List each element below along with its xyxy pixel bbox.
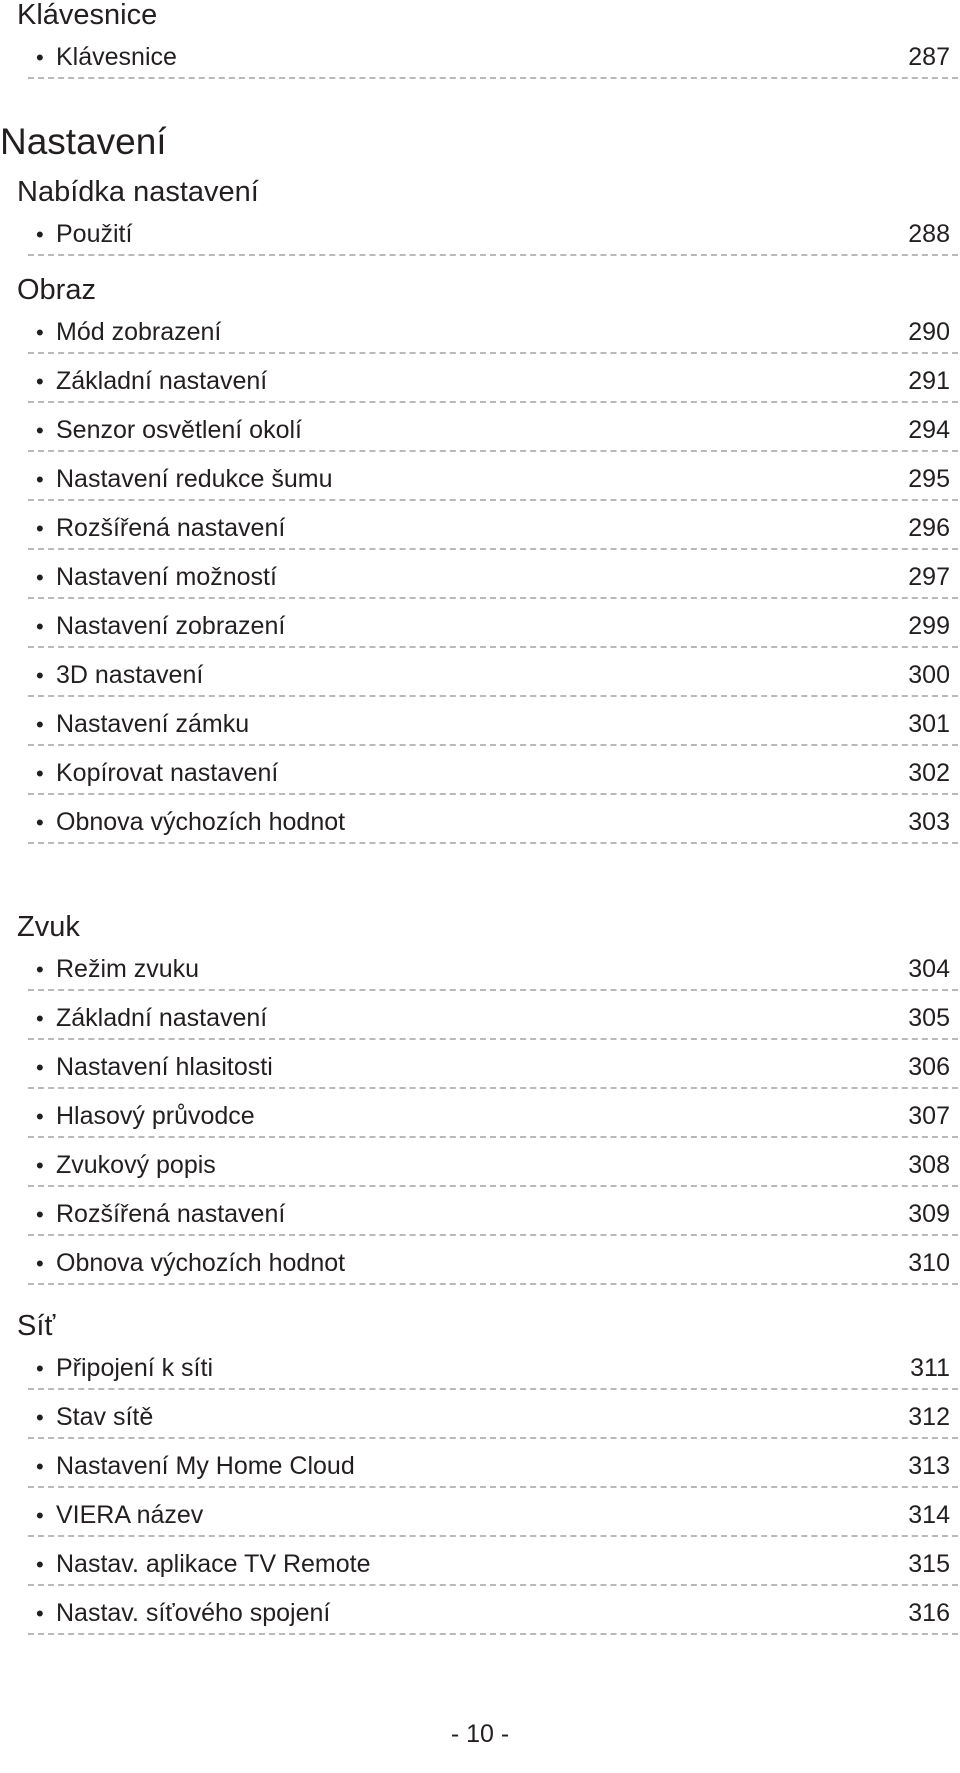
dashed-divider: [28, 1486, 958, 1488]
toc-entry-page: 312: [908, 1403, 950, 1431]
bullet-icon: •: [36, 1405, 44, 1430]
section-keyboard: [0, 0, 960, 80]
toc-entry-label: Nastavení hlasitosti: [56, 1053, 273, 1081]
toc-entry-label: Senzor osvětlení okolí: [56, 416, 302, 444]
bullet-icon: •: [36, 45, 44, 70]
toc-entry-page: 296: [908, 514, 950, 542]
section-heading-network: Síť: [17, 1310, 56, 1342]
dashed-divider: [28, 597, 958, 599]
section-heading-settings-menu: Nabídka nastavení: [17, 176, 259, 208]
toc-entry-page: 304: [908, 955, 950, 983]
toc-entry[interactable]: [28, 1538, 960, 1587]
toc-entry-page: 308: [908, 1151, 950, 1179]
bullet-icon: •: [36, 1356, 44, 1381]
toc-entry-label: Nastav. síťového spojení: [56, 1599, 331, 1627]
dashed-divider: [28, 548, 958, 550]
dashed-divider: [28, 1087, 958, 1089]
toc-entry-label: Nastavení možností: [56, 563, 277, 591]
bullet-icon: •: [36, 565, 44, 590]
dashed-divider: [28, 77, 958, 79]
dashed-divider: [28, 1136, 958, 1138]
dashed-divider: [28, 646, 958, 648]
bullet-icon: •: [36, 1202, 44, 1227]
dashed-divider: [28, 989, 958, 991]
page-number: - 10 -: [450, 1720, 510, 1748]
bullet-icon: •: [36, 712, 44, 737]
toc-entry[interactable]: [28, 796, 960, 845]
toc-entry-page: 300: [908, 661, 950, 689]
toc-entry-label: Rozšířená nastavení: [56, 1200, 286, 1228]
toc-entry-page: 314: [908, 1501, 950, 1529]
toc-entry[interactable]: [28, 1188, 960, 1237]
toc-entry-label: Použití: [56, 220, 133, 248]
dashed-divider: [28, 1584, 958, 1586]
toc-entry-label: Mód zobrazení: [56, 318, 222, 346]
toc-entry[interactable]: [28, 404, 960, 453]
bullet-icon: •: [36, 614, 44, 639]
dashed-divider: [28, 695, 958, 697]
toc-entry-page: 309: [908, 1200, 950, 1228]
toc-entry[interactable]: [28, 502, 960, 551]
toc-entry[interactable]: [28, 1139, 960, 1188]
dashed-divider: [28, 401, 958, 403]
toc-entry-page: 316: [908, 1599, 950, 1627]
toc-entry-page: 303: [908, 808, 950, 836]
dashed-divider: [28, 1234, 958, 1236]
toc-entry-page: 287: [908, 43, 950, 71]
toc-entry-label: Kopírovat nastavení: [56, 759, 279, 787]
bullet-icon: •: [36, 369, 44, 394]
toc-entry-label: Režim zvuku: [56, 955, 200, 983]
bullet-icon: •: [36, 1503, 44, 1528]
toc-entry-label: Nastavení zámku: [56, 710, 250, 738]
toc-entry-label: 3D nastavení: [56, 661, 204, 689]
dashed-divider: [28, 1633, 958, 1635]
bullet-icon: •: [36, 1552, 44, 1577]
toc-entry-page: 299: [908, 612, 950, 640]
toc-entry[interactable]: [28, 453, 960, 502]
toc-entry-page: 291: [908, 367, 950, 395]
toc-entry[interactable]: [28, 747, 960, 796]
toc-entry[interactable]: [28, 992, 960, 1041]
toc-entry-page: 288: [908, 220, 950, 248]
toc-entry-label: Připojení k síti: [56, 1354, 214, 1382]
dashed-divider: [28, 1283, 958, 1285]
bullet-icon: •: [36, 810, 44, 835]
bullet-icon: •: [36, 1006, 44, 1031]
toc-entry[interactable]: [28, 1440, 960, 1489]
toc-entry[interactable]: [28, 355, 960, 404]
toc-entry-page: 302: [908, 759, 950, 787]
toc-entry-label: Nastavení zobrazení: [56, 612, 286, 640]
toc-entry[interactable]: [28, 551, 960, 600]
toc-entry-page: 295: [908, 465, 950, 493]
bullet-icon: •: [36, 957, 44, 982]
toc-entry-label: Nastavení My Home Cloud: [56, 1452, 355, 1480]
dashed-divider: [28, 793, 958, 795]
toc-entry[interactable]: [28, 1041, 960, 1090]
toc-entry-label: Obnova výchozích hodnot: [56, 1249, 346, 1277]
bullet-icon: •: [36, 418, 44, 443]
bullet-icon: •: [36, 761, 44, 786]
toc-entry[interactable]: [28, 649, 960, 698]
page-title: Nastavení: [0, 121, 167, 162]
toc-entry-page: 315: [908, 1550, 950, 1578]
bullet-icon: •: [36, 516, 44, 541]
toc-entry-label: Základní nastavení: [56, 367, 268, 395]
toc-entry[interactable]: [28, 1489, 960, 1538]
bullet-icon: •: [36, 663, 44, 688]
toc-entry-page: 307: [908, 1102, 950, 1130]
dashed-divider: [28, 1038, 958, 1040]
toc-entry-label: VIERA název: [56, 1501, 204, 1529]
section-picture: [0, 274, 960, 845]
dashed-divider: [28, 842, 958, 844]
toc-entry-label: Zvukový popis: [56, 1151, 216, 1179]
dashed-divider: [28, 450, 958, 452]
dashed-divider: [28, 499, 958, 501]
toc-entry-page: 310: [908, 1249, 950, 1277]
section-heading-picture: Obraz: [17, 274, 96, 306]
toc-entry-page: 313: [908, 1452, 950, 1480]
toc-entry-page: 301: [908, 710, 950, 738]
dashed-divider: [28, 1535, 958, 1537]
section-settings-menu: [0, 176, 960, 257]
dashed-divider: [28, 352, 958, 354]
section-sound: [0, 911, 960, 1286]
toc-entry-label: Obnova výchozích hodnot: [56, 808, 346, 836]
toc-entry[interactable]: [28, 1090, 960, 1139]
bullet-icon: •: [36, 320, 44, 345]
dashed-divider: [28, 1388, 958, 1390]
bullet-icon: •: [36, 1104, 44, 1129]
dashed-divider: [28, 1437, 958, 1439]
bullet-icon: •: [36, 1601, 44, 1626]
bullet-icon: •: [36, 1055, 44, 1080]
toc-entry[interactable]: [28, 698, 960, 747]
toc-entry-page: 311: [910, 1354, 950, 1382]
toc-entry-page: 305: [908, 1004, 950, 1032]
toc-entry[interactable]: [28, 1342, 960, 1391]
dashed-divider: [28, 744, 958, 746]
toc-entry-label: Nastav. aplikace TV Remote: [56, 1550, 371, 1578]
toc-entry[interactable]: [28, 208, 960, 257]
dashed-divider: [28, 1185, 958, 1187]
toc-entry[interactable]: [28, 31, 960, 80]
section-heading-keyboard: Klávesnice: [17, 0, 158, 31]
toc-entry-page: 290: [908, 318, 950, 346]
toc-entry-page: 297: [908, 563, 950, 591]
toc-entry-label: Nastavení redukce šumu: [56, 465, 333, 493]
toc-entry[interactable]: [28, 306, 960, 355]
dashed-divider: [28, 254, 958, 256]
toc-entry[interactable]: [28, 1587, 960, 1636]
bullet-icon: •: [36, 1454, 44, 1479]
bullet-icon: •: [36, 1251, 44, 1276]
toc-entry-page: 306: [908, 1053, 950, 1081]
toc-entry[interactable]: [28, 600, 960, 649]
bullet-icon: •: [36, 222, 44, 247]
section-heading-sound: Zvuk: [17, 911, 80, 943]
toc-entry[interactable]: [28, 943, 960, 992]
toc-entry[interactable]: [28, 1391, 960, 1440]
toc-entry-label: Rozšířená nastavení: [56, 514, 286, 542]
toc-entry-page: 294: [908, 416, 950, 444]
bullet-icon: •: [36, 1153, 44, 1178]
toc-entry-label: Klávesnice: [56, 43, 177, 71]
toc-entry[interactable]: [28, 1237, 960, 1286]
toc-entry-label: Základní nastavení: [56, 1004, 268, 1032]
toc-entry-label: Stav sítě: [56, 1403, 154, 1431]
section-network: [0, 1310, 960, 1636]
bullet-icon: •: [36, 467, 44, 492]
toc-entry-label: Hlasový průvodce: [56, 1102, 255, 1130]
